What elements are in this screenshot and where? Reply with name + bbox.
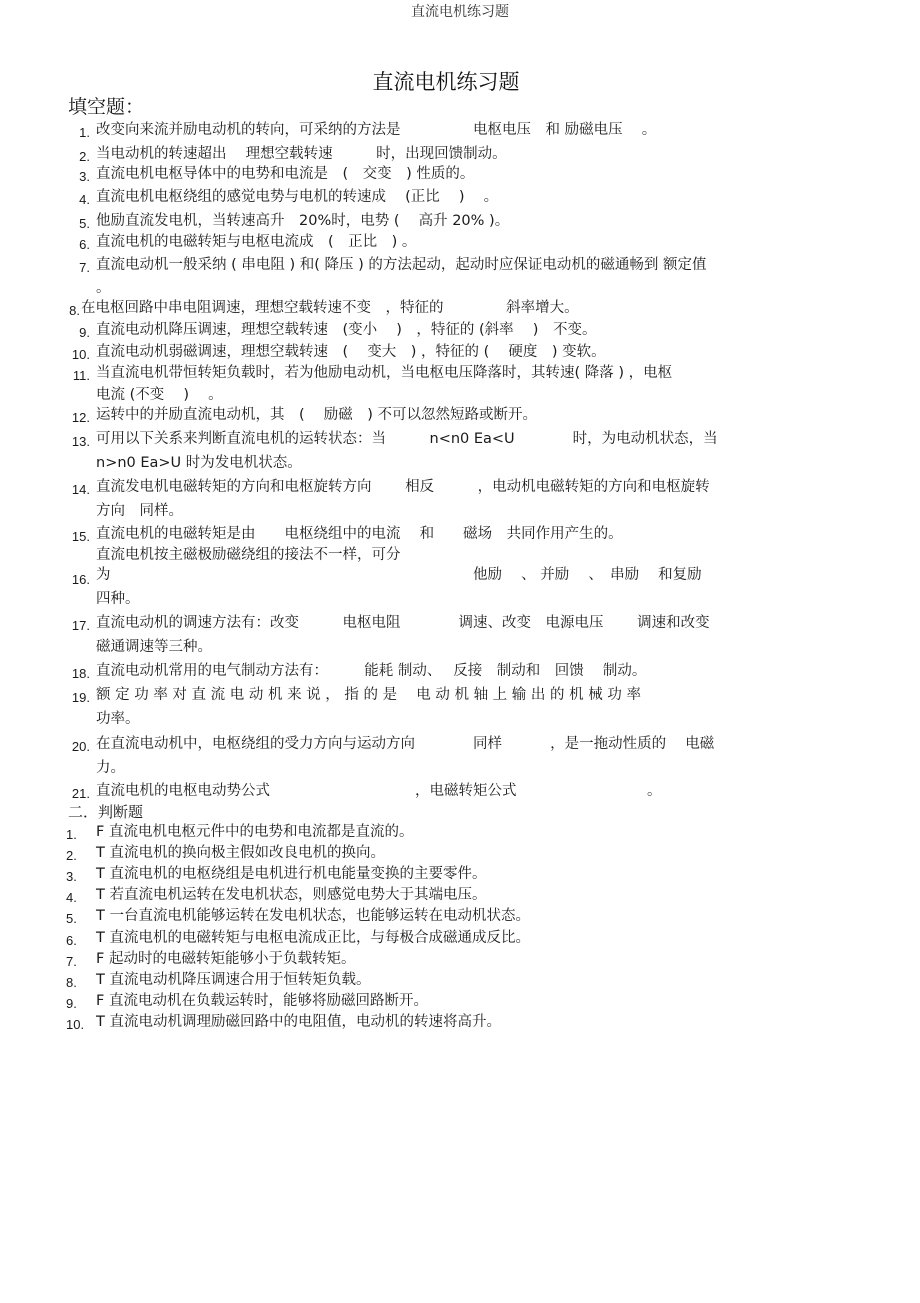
- section-fill-in-heading: 填空题：: [68, 96, 145, 118]
- question-text-cont: 电流 (不变 ) 。: [96, 387, 223, 403]
- judge-text: T 一台直流电机能够运转在发电机状态，也能够运转在电动机状态。: [96, 908, 530, 924]
- question-text-cont: 功率。: [96, 711, 140, 727]
- question-text: 当电动机的转速超出 理想空载转速 时，出现回馈制动。: [96, 146, 507, 162]
- question-text: 直流电机电枢导体中的电势和电流是 ( 交变 ) 性质的。: [96, 166, 475, 182]
- question-number: 8.: [69, 303, 80, 318]
- question-number: 19.: [71, 690, 90, 705]
- question-number: 21.: [71, 786, 90, 801]
- judge-number: 5.: [66, 911, 77, 926]
- question-text: 改变向来流并励电动机的转向，可采纳的方法是 电枢电压 和 励磁电压 。: [96, 122, 657, 138]
- question-text: 直流发电机电磁转矩的方向和电枢旋转方向 相反 ，电动机电磁转矩的方向和电枢旋转: [96, 479, 710, 495]
- judge-text: F 起动时的电磁转矩能够小于负载转矩。: [96, 951, 356, 967]
- judge-text: F 直流电动机在负载运转时，能够将励磁回路断开。: [96, 993, 428, 1009]
- question-number: 10.: [71, 347, 90, 362]
- judge-number: 1.: [66, 827, 77, 842]
- page-title: 直流电机练习题: [372, 70, 520, 94]
- question-text: 直流电机的电磁转矩与电枢电流成 ( 正比 ) 。: [96, 234, 417, 250]
- question-number: 4.: [79, 192, 90, 207]
- question-text: 当直流电机带恒转矩负载时，若为他励电动机，当电枢电压降落时，其转速( 降落 ) ，电枢: [96, 365, 673, 381]
- question-text: 他励直流发电机，当转速高升 20%时，电势 ( 高升 20% )。: [96, 213, 510, 229]
- question-number: 7.: [79, 260, 90, 275]
- question-text-cont: n>n0 Ea>U 时为发电机状态。: [96, 455, 302, 471]
- question-text-cont: 方向 同样。: [96, 503, 183, 519]
- question-number: 11.: [72, 368, 90, 383]
- question-text-cont: 力。: [96, 760, 125, 776]
- question-text: 直流电动机弱磁调速，理想空载转速 ( 变大 ) ，特征的 ( 硬度 ) 变软。: [96, 344, 606, 360]
- question-text-cont: 四种。: [96, 591, 140, 607]
- judge-number: 9.: [66, 996, 77, 1011]
- question-number: 20.: [71, 739, 90, 754]
- question-number: 18.: [71, 666, 90, 681]
- judge-number: 3.: [66, 869, 77, 884]
- question-text: 直流电动机常用的电气制动方法有： 能耗 制动、 反接 制动和 回馈 制动。: [96, 663, 647, 679]
- question-number: 17.: [71, 618, 90, 633]
- question-text: 可用以下关系来判断直流电机的运转状态：当 n<n0 Ea<U 时，为电动机状态，当: [96, 431, 718, 447]
- question-text: 额 定 功 率 对 直 流 电 动 机 来 说 ， 指 的 是 电 动 机 轴 上 输 出 的 机 械 功 率: [96, 687, 641, 703]
- question-number: 6.: [79, 237, 90, 252]
- question-number: 5.: [79, 216, 90, 231]
- judge-number: 4.: [66, 890, 77, 905]
- judge-text: T 直流电动机降压调速合用于恒转矩负载。: [96, 972, 371, 988]
- question-text-pre: 直流电机按主磁极励磁绕组的接法不一样，可分: [96, 547, 401, 563]
- judge-text: F 直流电机电枢元件中的电势和电流都是直流的。: [96, 824, 414, 840]
- section-judge-heading: 二．判断题: [68, 803, 144, 821]
- question-number: 3.: [79, 169, 90, 184]
- judge-text: T 直流电机的换向极主假如改良电机的换向。: [96, 845, 385, 861]
- question-text: 直流电机的电磁转矩是由 电枢绕组中的电流 和 磁场 共同作用产生的。: [96, 526, 623, 542]
- question-number: 13.: [71, 434, 90, 449]
- judge-number: 10.: [66, 1017, 85, 1032]
- question-text: 直流电机电枢绕组的感觉电势与电机的转速成 (正比 ) 。: [96, 189, 499, 205]
- question-text: 直流电动机降压调速，理想空载转速 (变小 ) ，特征的 (斜率 ) 不变。: [96, 322, 597, 338]
- question-number: 12.: [71, 410, 90, 425]
- judge-number: 8.: [66, 975, 77, 990]
- question-text: 直流电动机的调速方法有：改变 电枢电阻 调速、改变 电源电压 调速和改变: [96, 615, 710, 631]
- judge-text: T 直流电机的电枢绕组是电机进行机电能量变换的主要零件。: [96, 866, 487, 882]
- question-text: 直流电机的电枢电动势公式 ，电磁转矩公式 。: [96, 783, 662, 799]
- question-number: 9.: [79, 325, 90, 340]
- judge-number: 2.: [66, 848, 77, 863]
- question-text-cont: 磁通调速等三种。: [96, 639, 212, 655]
- page-header: 直流电机练习题: [411, 4, 509, 20]
- question-text: 直流电动机一般采纳 ( 串电阻 ) 和( 降压 ) 的方法起动，起动时应保证电动机的磁通畅到 额定值: [96, 257, 707, 273]
- question-text: 为 他励 、 并励 、 串励 和复励: [96, 567, 702, 583]
- question-number: 14.: [71, 482, 90, 497]
- question-text: 在直流电动机中，电枢绕组的受力方向与运动方向 同样 ，是一拖动性质的 电磁: [96, 736, 715, 752]
- judge-text: T 直流电动机调理励磁回路中的电阻值，电动机的转速将高升。: [96, 1014, 501, 1030]
- question-number: 2.: [79, 149, 90, 164]
- judge-text: T 若直流电机运转在发电机状态，则感觉电势大于其端电压。: [96, 887, 487, 903]
- judge-text: T 直流电机的电磁转矩与电枢电流成正比，与每极合成磁通成反比。: [96, 930, 530, 946]
- question-number: 16.: [71, 572, 90, 587]
- question-number: 1.: [79, 125, 90, 140]
- judge-number: 7.: [66, 954, 77, 969]
- question-number: 15.: [71, 529, 90, 544]
- question-text: 在电枢回路中串电阻调速，理想空载转速不变 ，特征的 斜率增大。: [81, 300, 579, 316]
- judge-number: 6.: [66, 933, 77, 948]
- question-text: 运转中的并励直流电动机，其 ( 励磁 ) 不可以忽然短路或断开。: [96, 407, 538, 423]
- question-text-cont: 。: [96, 280, 111, 296]
